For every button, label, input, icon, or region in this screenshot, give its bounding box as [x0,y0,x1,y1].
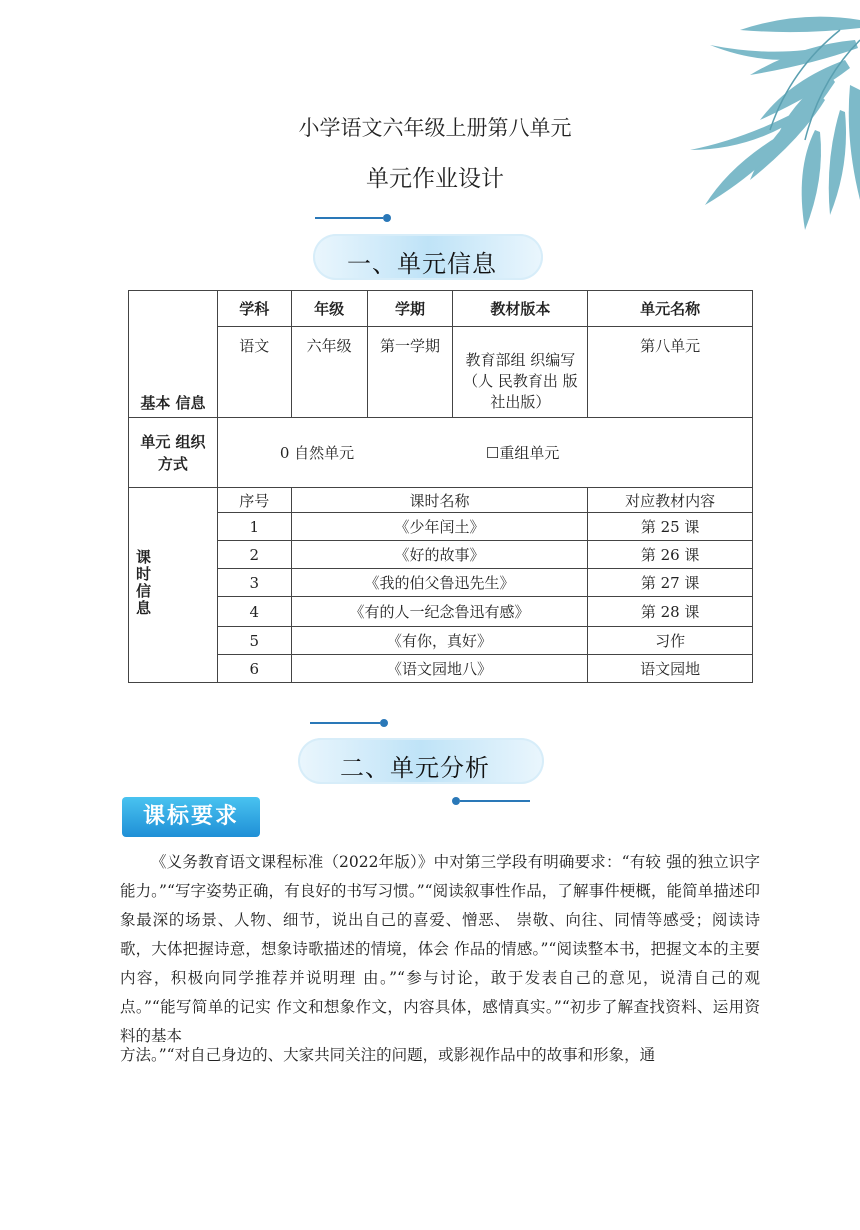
section-heading: 一、单元信息 [347,250,497,278]
divider-line [310,722,380,724]
lesson-name: 《我的伯父鲁迅先生》 [291,569,588,597]
lesson-content: 第 26 课 [588,541,753,569]
divider-dot [452,797,460,805]
value-unit-name: 第八单元 [588,327,753,418]
lesson-no: 1 [217,513,291,541]
body-paragraph: 方法。”“对自己身边的、大家共同关注的问题，或影视作品中的故事和形象，通 [120,1046,656,1064]
lesson-header-content: 对应教材内容 [588,488,753,513]
lesson-no: 6 [217,655,291,683]
lesson-name: 《少年闰土》 [291,513,588,541]
section-heading: 二、单元分析 [340,754,490,782]
value-semester: 第一学期 [367,327,453,418]
standards-badge: 课标要求 [122,797,260,837]
option-natural-unit: 0 自然单元 [279,444,355,462]
lesson-info-cell [129,488,218,683]
table-row [129,627,753,655]
header-grade: 年级 [291,291,367,327]
lesson-no: 3 [217,569,291,597]
table-row [129,569,753,597]
basic-info-label: 基本 信息 [129,291,218,418]
lesson-name: 《有的人一纪念鲁迅有感》 [291,597,588,627]
lesson-content: 第 28 课 [588,597,753,627]
header-unit-name: 单元名称 [588,291,753,327]
table-row [129,541,753,569]
header-semester: 学期 [367,291,453,327]
lesson-no: 5 [217,627,291,655]
option-regrouped-unit: ☐重组单元 [485,444,560,462]
lesson-name: 《好的故事》 [291,541,588,569]
table-row [129,597,753,627]
divider-dot [383,214,391,222]
lesson-info-label: 课时信息 [134,549,152,617]
document-title: 小学语文六年级上册第八单元 [298,116,572,140]
lesson-content: 第 25 课 [588,513,753,541]
value-grade: 六年级 [291,327,367,418]
unit-info-table [128,290,753,683]
document-subtitle: 单元作业设计 [366,166,504,192]
divider-dot [380,719,388,727]
org-options [217,418,752,488]
lesson-no: 4 [217,597,291,627]
lesson-content: 习作 [588,627,753,655]
lesson-content: 第 27 课 [588,569,753,597]
header-edition: 教材版本 [453,291,588,327]
lesson-content: 语文园地 [588,655,753,683]
lesson-name: 《有你，真好》 [291,627,588,655]
table-row [129,513,753,541]
lesson-name: 《语文园地八》 [291,655,588,683]
body-paragraph: 《义务教育语文课程标准（2022年版）》中对第三学段有明确要求：“有较 强的独立识字能力。”“写字姿势正确，有良好的书写习惯。”“阅读叙事性作品，了解事件梗概，能简单描述印象最深的场景、人物、细节，说出自己的喜爱、憎恶、 崇敬、向往、同情等感受；阅读诗歌，大体把握诗意，想象诗歌描述的情境，体会 作品的情感。”“阅读整本书，把握文本的主要内容，积极向同学推荐并说明理 由。”“参与讨论，敢于发表自己的意见，说清自己的观点。”“能写简单的记实 作文和想象作文，内容具体，感情真实。”“初步了解查找资料、运用资料的基本 [120,853,760,1045]
header-subject: 学科 [217,291,291,327]
value-edition: 教育部组 织编写（人 民教育出 版社出版） [453,327,588,418]
value-subject: 语文 [217,327,291,418]
lesson-no: 2 [217,541,291,569]
divider-line [460,800,530,802]
table-row [129,655,753,683]
lesson-header-name: 课时名称 [291,488,588,513]
divider-line [315,217,383,219]
org-label: 单元 组织方式 [129,418,218,488]
lesson-header-no: 序号 [217,488,291,513]
